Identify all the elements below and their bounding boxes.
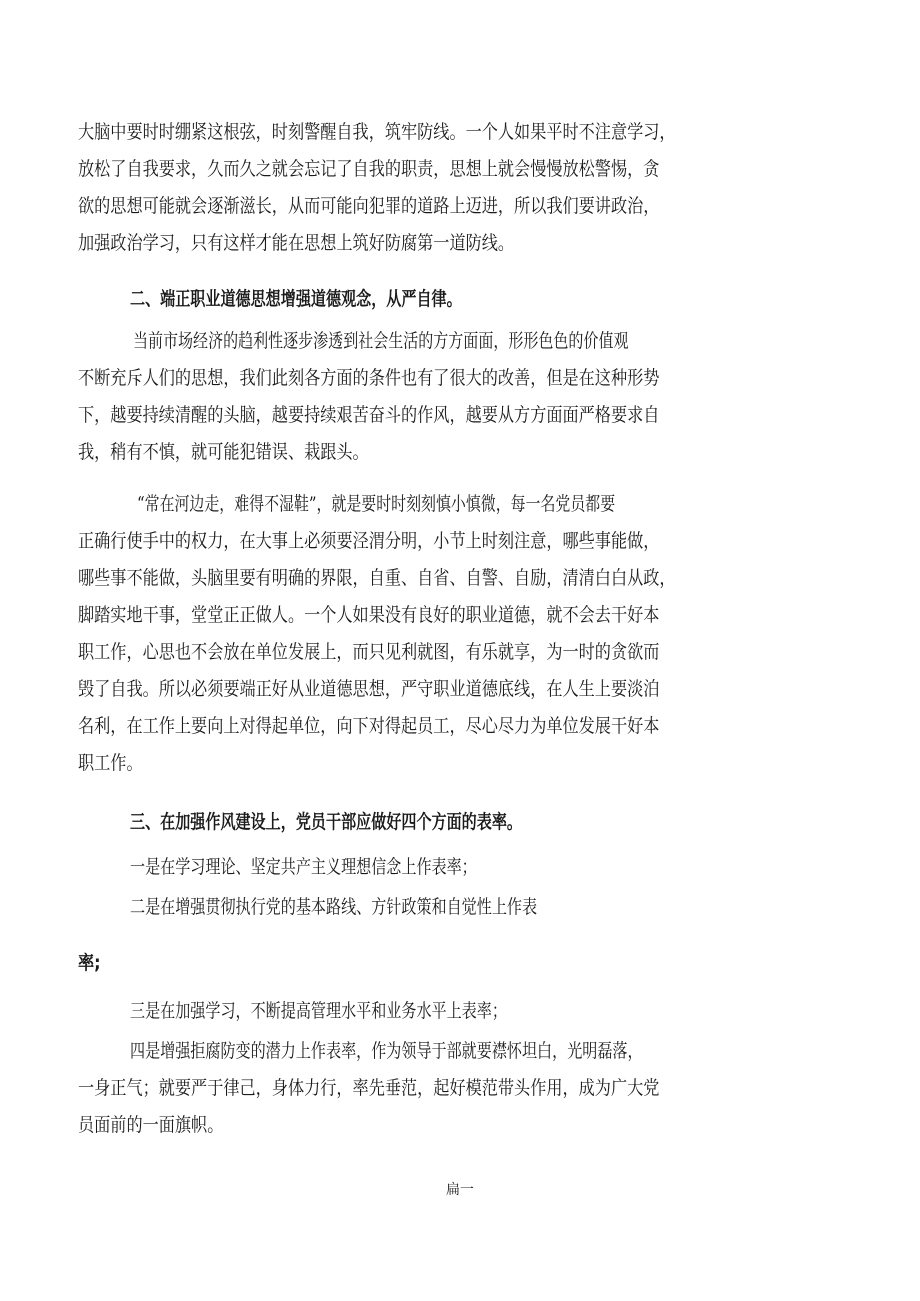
body-line: 脚踏实地干事，堂堂正正做人。一个人如果没有良好的职业道德，就不会去干好本 [78, 604, 660, 626]
list-item: 一是在学习理论、坚定共产主义理想信念上作表率； [130, 856, 477, 878]
body-line: 大脑中要时时绷紧这根弦，时刻警醒自我，筑牢防线。一个人如果平时不注意学习， [78, 121, 676, 143]
section-heading-2: 二、端正职业道德思想增强道德观念，从严自律。 [130, 288, 462, 310]
list-item: 三是在加强学习，不断提高管理水平和业务水平上表率； [130, 1000, 507, 1022]
body-line: 我，稍有不慎，就可能犯错误、栽跟头。 [78, 441, 369, 463]
body-line: 欲的思想可能就会逐渐滋长，从而可能向犯罪的道路上迈进，所以我们要讲政治， [78, 195, 660, 217]
section-heading-3: 三、在加强作风建设上，党员干部应做好四个方面的表率。 [130, 811, 522, 833]
body-line: “常在河边走，难得不湿鞋”，就是要时时刻刻慎小慎微，每一名党员都要 [137, 493, 616, 515]
body-line: 下，越要持续清醒的头脑，越要持续艰苦奋斗的作风，越要从方方面面严格要求自 [78, 404, 660, 426]
body-line: 职工作。 [78, 752, 143, 774]
list-item: 二是在增强贯彻执行党的基本路线、方针政策和自觉性上作表 [130, 896, 538, 918]
body-line: 名利，在工作上要向上对得起单位，向下对得起员工，尽心尽力为单位发展干好本 [78, 715, 660, 737]
body-line: 加强政治学习，只有这样才能在思想上筑好防腐第一道防线。 [78, 232, 515, 254]
page-label: 扁一 [446, 1182, 474, 1198]
list-item-continuation: 率; [78, 952, 101, 974]
body-line: 员面前的一面旗帜。 [78, 1114, 224, 1136]
body-line: 放松了自我要求，久而久之就会忘记了自我的职责，思想上就会慢慢放松警惕，贪 [78, 158, 660, 180]
list-item: 四是增强拒腐防变的潜力上作表率，作为领导于部就要襟怀坦白，光明磊落， [130, 1040, 643, 1062]
body-line: 不断充斥人们的思想，我们此刻各方面的条件也有了很大的改善，但是在这种形势 [78, 367, 660, 389]
body-line: 哪些事不能做，头脑里要有明确的界限，自重、自省、自警、自励，清清白白从政， [78, 567, 676, 589]
body-line: 一身正气；就要严于律己，身体力行，率先垂范，起好模范带头作用，成为广大党 [78, 1077, 660, 1099]
body-line: 正确行使手中的权力，在大事上必须要泾渭分明，小节上时刻注意，哪些事能做， [78, 530, 660, 552]
body-line: 当前市场经济的趋利性逐步渗透到社会生活的方方面面，形形色色的价值观 [133, 330, 629, 352]
body-line: 职工作，心思也不会放在单位发展上，而只见利就图，有乐就享，为一时的贪欲而 [78, 641, 660, 663]
body-line: 毁了自我。所以必须要端正好从业道德思想，严守职业道德底线，在人生上要淡泊 [78, 678, 660, 700]
